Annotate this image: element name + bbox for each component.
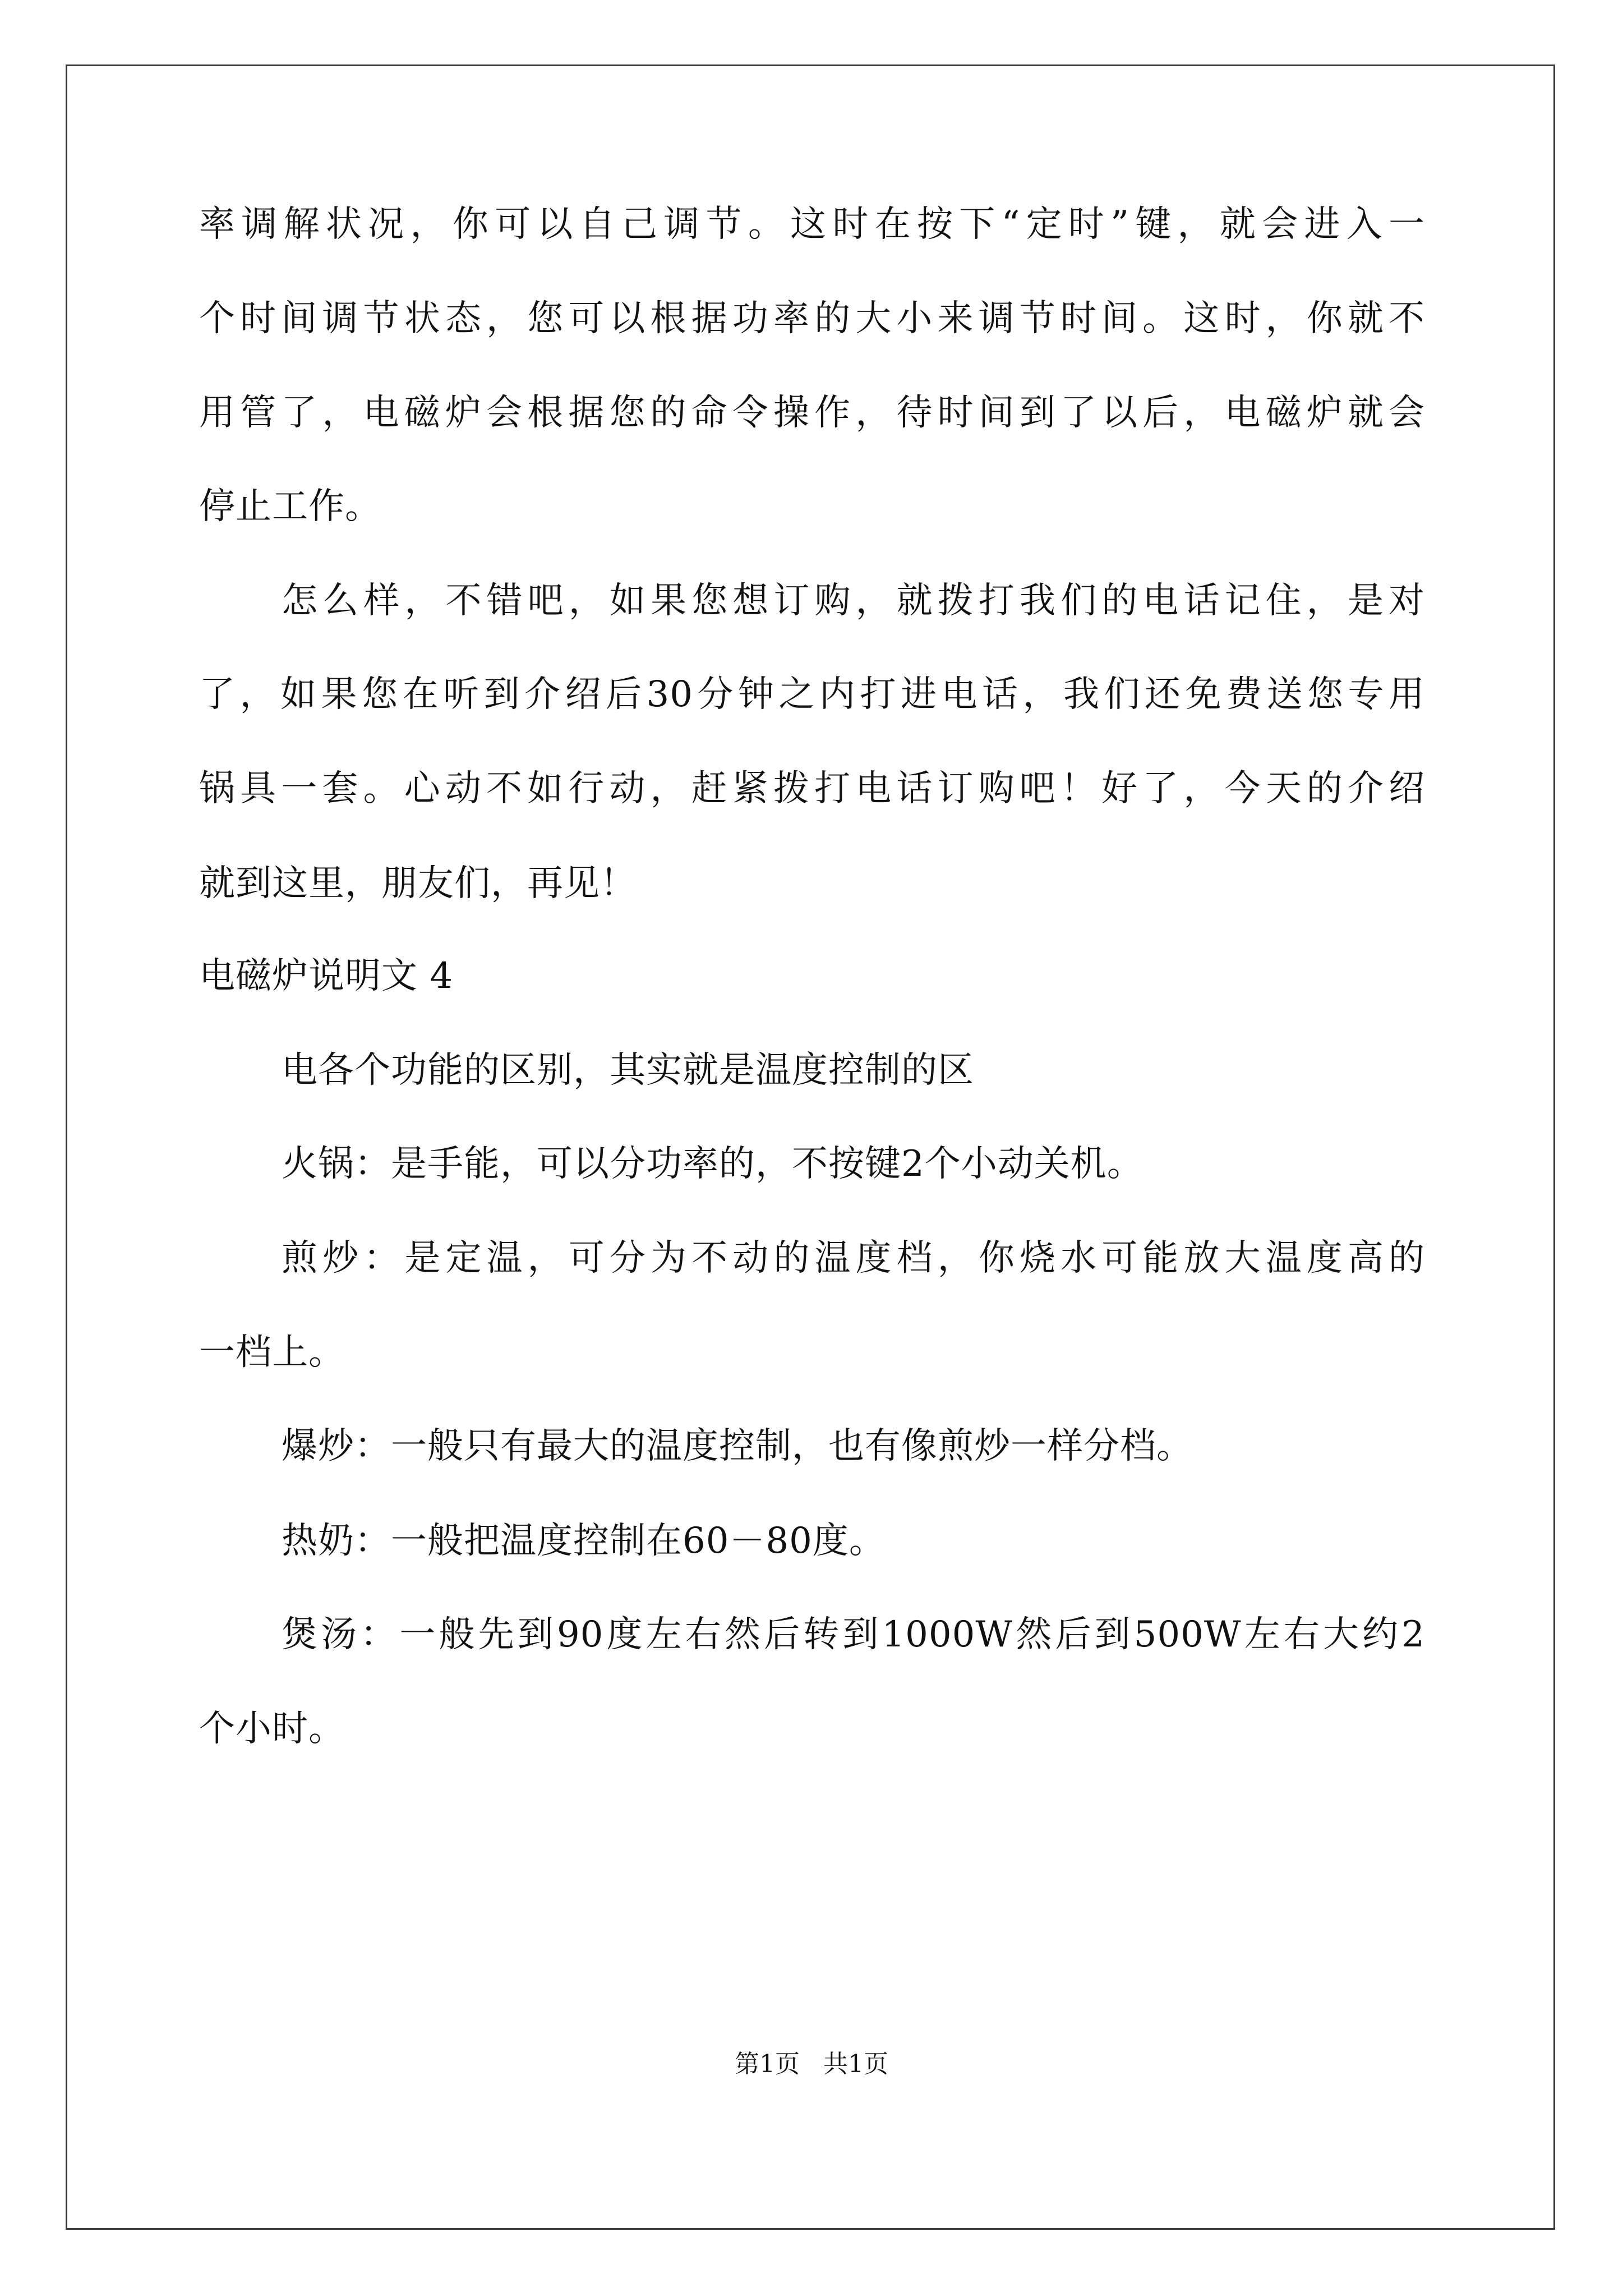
page-footer: 第1页 共1页 <box>735 2050 888 2078</box>
paragraph-line: 煎炒：是定温，可分为不动的温度档，你烧水可能放大温度高的 <box>282 1237 1425 1279</box>
paragraph-line: 电各个功能的区别，其实就是温度控制的区 <box>282 1050 974 1091</box>
section-heading: 电磁炉说明文 4 <box>199 955 454 997</box>
paragraph-line: 个小时。 <box>199 1708 345 1750</box>
paragraph-line: 率调解状况，你可以自己调节。这时在按下“定时”键，就会进入一 <box>199 204 1425 245</box>
paragraph-line: 火锅：是手能，可以分功率的，不按键2个小动关机。 <box>282 1143 1144 1185</box>
paragraph-line: 锅具一套。心动不如行动，赶紧拨打电话订购吧！好了，今天的介绍 <box>199 768 1425 809</box>
paragraph-line: 停止工作。 <box>199 486 381 527</box>
paragraph-line: 热奶：一般把温度控制在60－80度。 <box>282 1520 886 1562</box>
paragraph-line: 怎么样，不错吧，如果您想订购，就拨打我们的电话记住，是对 <box>282 580 1425 622</box>
paragraph-line: 了，如果您在听到介绍后30分钟之内打进电话，我们还免费送您专用 <box>199 674 1425 715</box>
paragraph-line: 就到这里，朋友们，再见！ <box>199 863 637 904</box>
paragraph-line: 爆炒：一般只有最大的温度控制，也有像煎炒一样分档。 <box>282 1425 1193 1467</box>
paragraph-line: 用管了，电磁炉会根据您的命令操作，待时间到了以后，电磁炉就会 <box>199 392 1425 434</box>
paragraph-line: 一档上。 <box>199 1332 345 1373</box>
paragraph-line: 煲汤：一般先到90度左右然后转到1000W然后到500W左右大约2 <box>282 1614 1425 1655</box>
paragraph-line: 个时间调节状态，您可以根据功率的大小来调节时间。这时，你就不 <box>199 298 1425 339</box>
